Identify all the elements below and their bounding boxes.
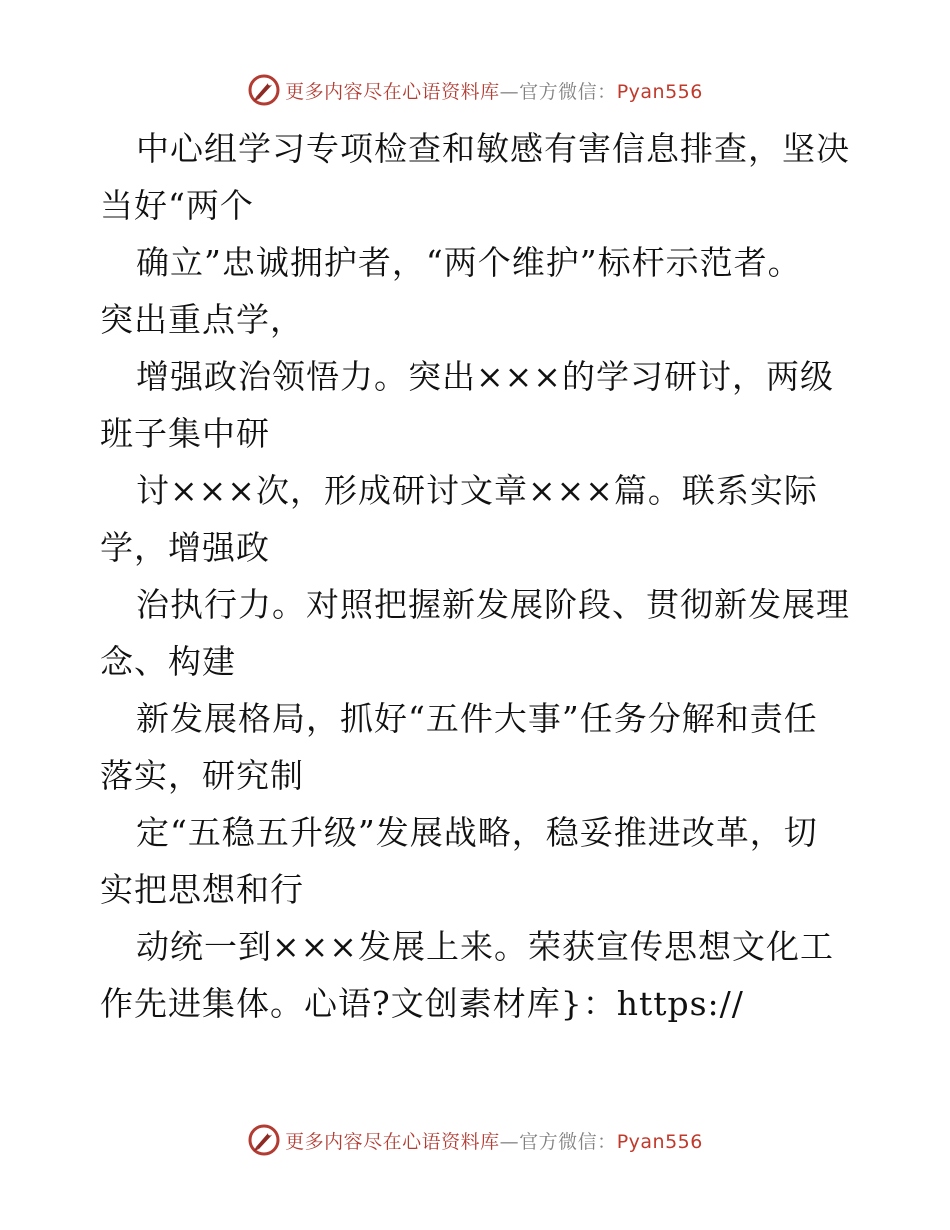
header-separator: — <box>499 80 520 103</box>
header-wechat-id: Pyan556 <box>616 80 703 103</box>
footer-separator: — <box>499 1130 520 1153</box>
quill-pen-seal-icon <box>247 1123 281 1157</box>
body-line: 讨×××次，形成研讨文章×××篇。联系实际 <box>136 471 818 510</box>
body-line: 中心组学习专项检查和敏感有害信息排查，坚决 <box>136 129 850 168</box>
footer-wechat-id: Pyan556 <box>616 1130 703 1153</box>
footer-banner-content <box>247 1123 703 1157</box>
footer-brand: 更多内容尽在心语资料库 <box>285 1130 500 1153</box>
body-line: 确立”忠诚拥护者，“两个维护”标杆示范者。 <box>136 243 802 282</box>
document-body <box>100 120 860 1032</box>
header-brand: 更多内容尽在心语资料库 <box>285 80 500 103</box>
body-line: 班子集中研 <box>100 414 270 453</box>
body-line: 动统一到×××发展上来。荣获宣传思想文化工 <box>136 927 834 966</box>
footer-wechat-label: 官方微信： <box>519 1130 617 1153</box>
body-line: 定“五稳五升级”发展战略，稳妥推进改革，切 <box>136 813 818 852</box>
quill-pen-seal-icon <box>247 73 281 107</box>
body-line: 治执行力。对照把握新发展阶段、贯彻新发展理 <box>136 585 850 624</box>
footer-banner-text <box>285 1127 703 1154</box>
body-line: 新发展格局，抓好“五件大事”任务分解和责任 <box>136 699 818 738</box>
body-line: 增强政治领悟力。突出×××的学习研讨，两级 <box>136 357 834 396</box>
header-banner-content <box>247 73 703 107</box>
body-line: 念、构建 <box>100 642 236 681</box>
header-wechat-label: 官方微信： <box>519 80 617 103</box>
body-line: 实把思想和行 <box>100 870 304 909</box>
body-line: 当好“两个 <box>100 186 254 225</box>
body-line: 学，增强政 <box>100 528 270 567</box>
header-banner-text <box>285 77 703 104</box>
header-banner <box>0 70 950 110</box>
footer-banner <box>0 1120 950 1160</box>
body-line: 落实，研究制 <box>100 756 304 795</box>
body-line: 作先进集体。心语?文创素材库}：https:// <box>100 984 744 1023</box>
body-line: 突出重点学， <box>100 300 304 339</box>
